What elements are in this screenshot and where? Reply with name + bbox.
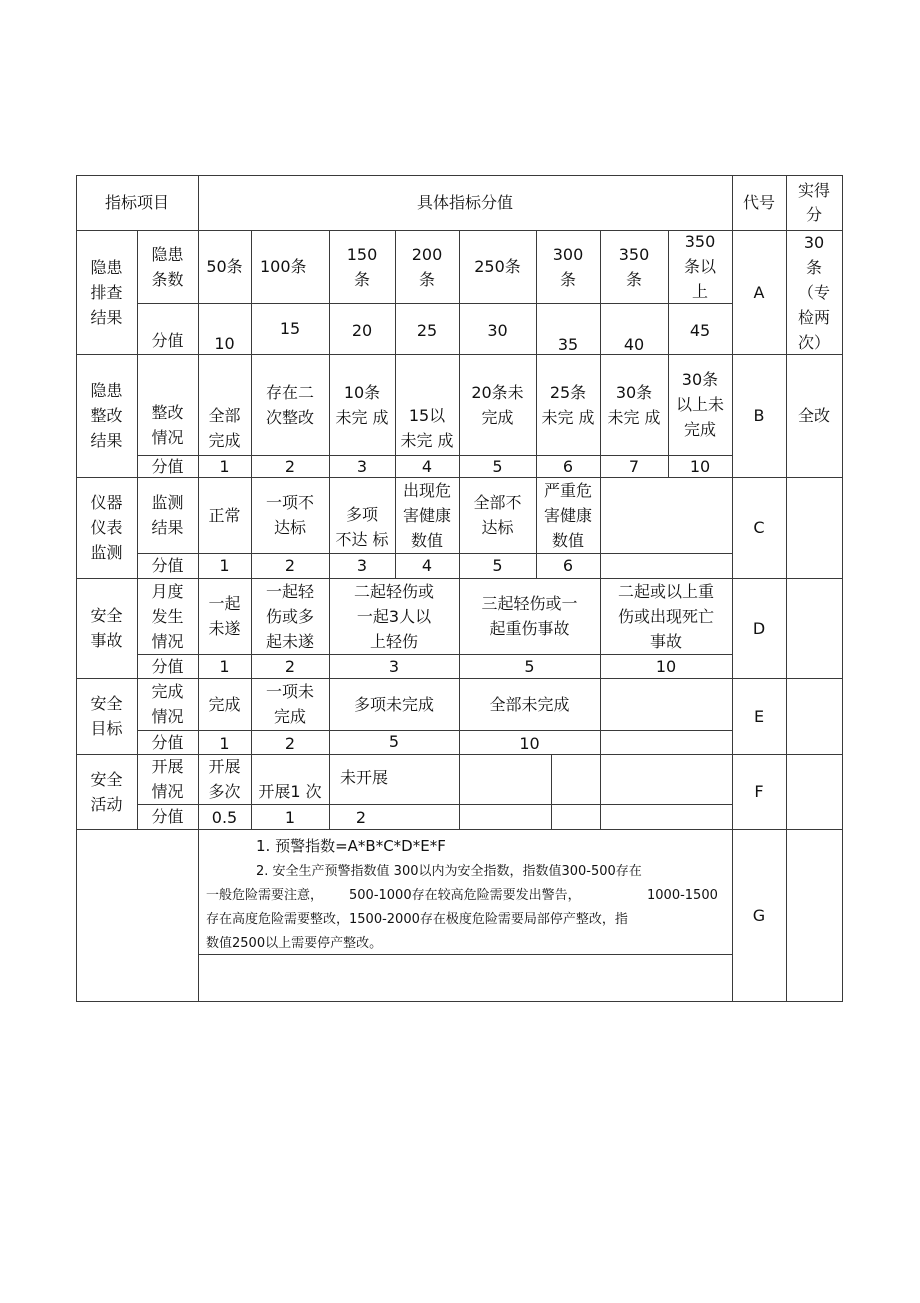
rectify-value: 10 [689,456,711,476]
note-line: 500-1000存在较高危险需要发出警告， [349,888,581,903]
accident-value: 3 [388,656,400,676]
hazard-cell: 350 条以 上 [683,232,716,301]
rectify-label: 整改 情况 [151,403,184,447]
goal-cell: 多项未完成 [353,694,434,714]
accident-value: 1 [219,656,230,676]
note-line: 存在高度危险需要整改，1500-2000存在极度危险需要局部停产整改，指 [206,912,628,927]
note-line: 2. 安全生产预警指数值 300以内为安全指数，指数值300-500存在 [256,864,642,879]
goal-cell: 全部未完成 [489,694,570,714]
instrument-category: 仪器 仪表 监测 [90,493,123,562]
rectify-code: B [753,406,765,425]
rectify-cell: 30条 未完 成 [607,382,661,427]
instrument-value: 6 [562,556,574,575]
instrument-value: 4 [421,556,433,575]
header-detail: 具体指标分值 [416,193,513,212]
hazard-value: 35 [557,334,579,354]
hazard-score: 30 条 （专 检两 次） [797,232,830,352]
accident-cell: 二起或以上重 伤或出现死亡 事故 [617,581,714,651]
instrument-value: 2 [284,556,296,575]
rectify-cell: 30条 以上未 完成 [675,370,724,439]
instrument-score-label: 分值 [151,556,184,575]
hazard-cell: 300 条 [552,244,584,289]
goal-cell: 一项未 完成 [265,682,314,726]
goal-value: 10 [519,733,540,753]
rectify-cell: 25条 未完 成 [541,382,595,427]
accident-cell: 一起轻 伤或多 起未遂 [265,581,314,651]
rectify-value: 1 [219,456,230,476]
hazard-value: 30 [487,320,508,340]
hazard-score-label: 分值 [151,331,184,350]
instrument-cell: 正常 [208,505,241,525]
hazard-cell: 50条 [206,257,243,276]
activity-value: 0.5 [211,808,238,827]
note-formula: 1. 预警指数=A*B*C*D*E*F [256,837,446,855]
hazard-cell: 350 条 [618,244,650,289]
header-item: 指标项目 [104,193,169,212]
note-line: 一般危险需要注意， [206,888,324,903]
note-line: 数值2500以上需要停产整改。 [206,936,383,951]
activity-cell: 开展 多次 [208,757,241,801]
instrument-cell: 全部不 达标 [473,493,522,537]
accident-score-label: 分值 [151,656,184,676]
hazard-value: 45 [689,320,711,340]
accident-value: 2 [284,656,296,676]
goal-category: 安全 目标 [90,694,123,738]
activity-value: 2 [355,808,367,827]
rectify-score-label: 分值 [151,456,184,476]
activity-code: F [754,782,764,801]
rectify-value: 7 [628,456,640,476]
header-code: 代号 [742,193,775,212]
rectify-cell: 10条 未完 成 [335,382,389,427]
instrument-cell: 多项 不达 标 [335,505,389,549]
goal-code: E [753,706,765,726]
rectify-value: 2 [284,456,296,476]
instrument-code: C [753,518,765,537]
rectify-score: 全改 [797,406,830,425]
rectify-cell: 15以 未完 成 [400,406,454,450]
goal-value: 1 [219,733,230,753]
notes-code: G [752,905,766,925]
hazard-label: 隐患 条数 [151,244,184,289]
hazard-cell: 250条 [474,257,521,276]
rectify-cell: 20条未 完成 [471,382,524,427]
instrument-cell: 出现危 害健康 数值 [402,480,451,550]
goal-label: 完成 情况 [151,682,184,726]
instrument-cell: 一项不 达标 [265,493,314,537]
hazard-cell: 150 条 [346,244,378,289]
instrument-cell: 严重危 害健康 数值 [543,480,592,550]
header-score: 实得 分 [797,180,830,224]
instrument-value: 1 [219,556,230,575]
goal-value: 5 [388,731,400,751]
rectify-value: 4 [421,456,433,476]
hazard-cell: 100条 [260,257,307,276]
hazard-value: 20 [351,320,373,340]
rectify-value: 6 [562,456,574,476]
accident-category: 安全 事故 [90,606,123,650]
activity-cell: 未开展 [339,768,388,787]
activity-score-label: 分值 [151,807,184,826]
note-line: 1000-1500 [647,888,718,903]
activity-category: 安全 活动 [90,769,123,814]
goal-score-label: 分值 [151,732,184,752]
activity-cell: 开展1 次 [258,782,322,801]
rectify-category: 隐患 整改 结果 [90,381,123,450]
hazard-cell: 200 条 [411,244,443,289]
rectify-cell: 全部 完成 [208,406,241,450]
hazard-value: 10 [214,333,235,353]
instrument-value: 5 [492,556,503,575]
accident-cell: 三起轻伤或一 起重伤事故 [481,594,578,638]
goal-cell: 完成 [208,694,241,714]
accident-code: D [752,618,766,638]
hazard-value: 40 [623,334,645,354]
accident-cell: 二起轻伤或 一起3人以 上轻伤 [353,581,434,651]
activity-value: 1 [284,808,296,827]
hazard-value: 25 [416,320,438,340]
accident-cell: 一起 未遂 [208,594,241,638]
hazard-value: 15 [279,318,301,338]
accident-value: 5 [524,656,535,676]
index-table [76,175,843,1002]
instrument-label: 监测 结果 [151,493,184,537]
accident-value: 10 [655,656,677,676]
instrument-value: 3 [356,556,368,575]
goal-value: 2 [284,733,296,753]
accident-label: 月度 发生 情况 [151,581,184,651]
rectify-value: 3 [356,456,368,476]
rectify-value: 5 [492,456,503,476]
rectify-cell: 存在二 次整改 [265,382,314,427]
hazard-category: 隐患 排查 结果 [90,257,123,327]
hazard-code: A [753,282,765,302]
activity-label: 开展 情况 [151,757,184,801]
